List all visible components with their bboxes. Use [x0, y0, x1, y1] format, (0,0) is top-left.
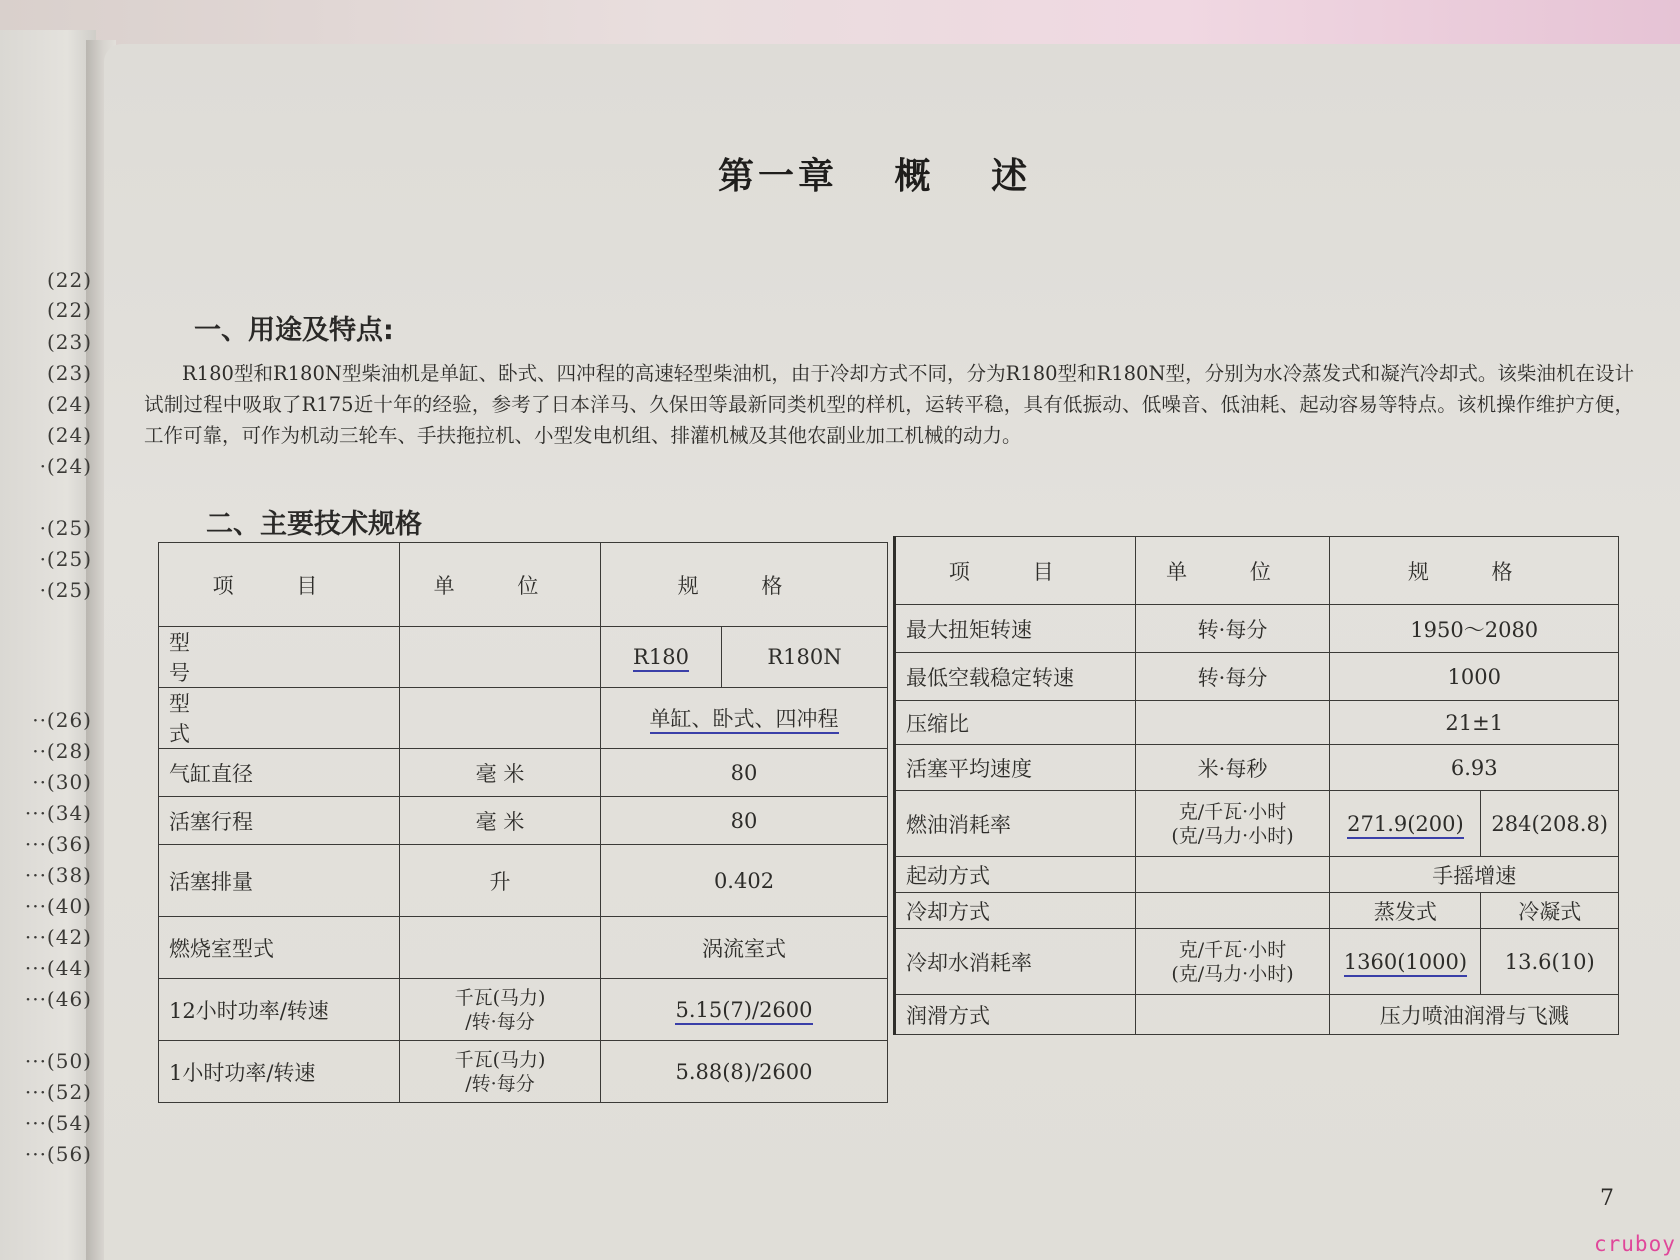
type-value: 单缸、卧式、四冲程 [601, 688, 888, 749]
row-label-starting: 起动方式 [895, 857, 1136, 893]
cooling-r180n: 冷凝式 [1481, 893, 1619, 929]
fuel-rate-r180: 271.9(200) [1330, 791, 1481, 857]
toc-entry: ···(38) [24, 863, 92, 887]
table-row [159, 979, 888, 1041]
toc-entry: ···(42) [24, 925, 92, 949]
toc-entry: ···(40) [24, 894, 92, 918]
toc-entry: ···(52) [24, 1080, 92, 1104]
table-row [159, 845, 888, 917]
bore-value: 80 [601, 749, 888, 797]
row-label-stroke: 活塞行程 [159, 797, 400, 845]
toc-entry: ··(26) [32, 708, 92, 732]
table-row [895, 537, 1619, 605]
row-label-cooling: 冷却方式 [895, 893, 1136, 929]
section-heading-specs: 二、主要技术规格 [206, 509, 422, 540]
water-rate-unit-line1: 克/千瓦·小时 [1178, 938, 1287, 961]
water-rate-r180: 1360(1000) [1330, 929, 1481, 995]
header-spec: 规 格 [601, 543, 888, 627]
usage-paragraph-text: R180型和R180N型柴油机是单缸、卧式、四冲程的高速轻型柴油机，由于冷却方式不同，分为R180型和R180N型，分别为水冷蒸发式和凝汽冷却式。该柴油机在设计试制过程中吸取了R175近十年的经验，参考了日本洋马、久保田等最新同类机型的样机，运转平稳，具有低振动、低噪音、低油耗、起动容易等特点。该机操作维护方便，工作可靠，可作为机动三轮车、手扶拖拉机、小型发电机组、排灌机械及其他农副业加工机械的动力。 [144, 362, 1634, 447]
row-label-type: 型 式 [159, 688, 400, 749]
table-row [895, 605, 1619, 653]
table-row [895, 929, 1619, 995]
row-unit-model [400, 627, 601, 688]
table-row [895, 653, 1619, 701]
toc-entry: (24) [46, 423, 92, 447]
toc-entry: (23) [46, 361, 92, 385]
table-row [895, 791, 1619, 857]
fuel-rate-unit-line2: (克/马力·小时) [1171, 824, 1294, 847]
model-r180n: R180N [722, 627, 888, 688]
row-label-fuel-rate: 燃油消耗率 [895, 791, 1136, 857]
min-idle-speed-unit: 转·每分 [1135, 653, 1330, 701]
spec-table-left [158, 542, 888, 1103]
cooling-unit [1135, 893, 1330, 929]
stroke-unit: 毫 米 [400, 797, 601, 845]
row-label-piston-speed: 活塞平均速度 [895, 745, 1136, 791]
lubrication-value: 压力喷油润滑与飞溅 [1330, 995, 1619, 1035]
row-label-lubrication: 润滑方式 [895, 995, 1136, 1035]
toc-entry: ···(44) [24, 956, 92, 980]
toc-entry: ···(56) [24, 1142, 92, 1166]
table-row [895, 857, 1619, 893]
fuel-rate-unit [1135, 791, 1330, 857]
toc-entry: ·(25) [39, 578, 92, 602]
row-label-model: 型 号 [159, 627, 400, 688]
displacement-unit: 升 [400, 845, 601, 917]
compression-unit [1135, 701, 1330, 745]
toc-entry: ·(25) [39, 516, 92, 540]
table-row [895, 701, 1619, 745]
piston-speed-value: 6.93 [1330, 745, 1619, 791]
power1-unit-line1: 千瓦(马力) [454, 1048, 546, 1071]
table-row [159, 917, 888, 979]
usage-paragraph [144, 358, 1634, 451]
fuel-rate-r180n: 284(208.8) [1481, 791, 1619, 857]
piston-speed-unit: 米·每秒 [1135, 745, 1330, 791]
row-label-bore: 气缸直径 [159, 749, 400, 797]
row-label-water-rate: 冷却水消耗率 [895, 929, 1136, 995]
lubrication-unit [1135, 995, 1330, 1035]
power12-value: 5.15(7)/2600 [601, 979, 888, 1041]
water-rate-r180n: 13.6(10) [1481, 929, 1619, 995]
toc-entry: ··(28) [32, 739, 92, 763]
toc-entry: (22) [46, 268, 92, 292]
section-heading-usage: 一、用途及特点: [194, 315, 394, 346]
power1-unit-line2: /转·每分 [465, 1072, 535, 1095]
toc-entry: (22) [46, 298, 92, 322]
table-row [159, 797, 888, 845]
table-row [159, 627, 888, 688]
watermark: cruboy [1594, 1232, 1676, 1256]
header-item: 项 目 [895, 537, 1136, 605]
spec-table-right [893, 536, 1619, 1035]
toc-entry: ···(34) [24, 801, 92, 825]
power1-value: 5.88(8)/2600 [601, 1041, 888, 1103]
page-number: 7 [1600, 1186, 1614, 1211]
max-torque-speed-value: 1950～2080 [1330, 605, 1619, 653]
row-label-combustion: 燃烧室型式 [159, 917, 400, 979]
toc-entry: ·(24) [39, 454, 92, 478]
combustion-value: 涡流室式 [601, 917, 888, 979]
row-label-power1: 1小时功率/转速 [159, 1041, 400, 1103]
combustion-unit [400, 917, 601, 979]
row-label-compression: 压缩比 [895, 701, 1136, 745]
header-unit: 单 位 [1135, 537, 1330, 605]
starting-unit [1135, 857, 1330, 893]
toc-entry: ···(46) [24, 987, 92, 1011]
toc-entry: ··(30) [32, 770, 92, 794]
table-row [159, 749, 888, 797]
toc-entry: ·(25) [39, 547, 92, 571]
table-row [895, 745, 1619, 791]
stroke-value: 80 [601, 797, 888, 845]
power1-unit [400, 1041, 601, 1103]
chapter-title: 第一章 概 述 [718, 155, 1032, 197]
table-row [159, 1041, 888, 1103]
toc-entry: ···(54) [24, 1111, 92, 1135]
row-label-displacement: 活塞排量 [159, 845, 400, 917]
starting-value: 手摇增速 [1330, 857, 1619, 893]
header-unit: 单 位 [400, 543, 601, 627]
power12-unit-line1: 千瓦(马力) [454, 986, 546, 1009]
toc-entry: ···(36) [24, 832, 92, 856]
left-page [0, 30, 96, 1260]
table-row [895, 893, 1619, 929]
row-unit-type [400, 688, 601, 749]
model-r180: R180 [601, 627, 722, 688]
max-torque-speed-unit: 转·每分 [1135, 605, 1330, 653]
table-row [159, 688, 888, 749]
row-label-max-torque-speed: 最大扭矩转速 [895, 605, 1136, 653]
displacement-value: 0.402 [601, 845, 888, 917]
toc-entry: ···(50) [24, 1049, 92, 1073]
table-row [159, 543, 888, 627]
water-rate-unit [1135, 929, 1330, 995]
row-label-min-idle-speed: 最低空载稳定转速 [895, 653, 1136, 701]
header-spec: 规 格 [1330, 537, 1619, 605]
cooling-r180: 蒸发式 [1330, 893, 1481, 929]
min-idle-speed-value: 1000 [1330, 653, 1619, 701]
compression-value: 21±1 [1330, 701, 1619, 745]
fuel-rate-unit-line1: 克/千瓦·小时 [1178, 800, 1287, 823]
power12-unit-line2: /转·每分 [465, 1010, 535, 1033]
toc-entry: (23) [46, 330, 92, 354]
header-item: 项 目 [159, 543, 400, 627]
toc-entry: (24) [46, 392, 92, 416]
bore-unit: 毫 米 [400, 749, 601, 797]
row-label-power12: 12小时功率/转速 [159, 979, 400, 1041]
power12-unit [400, 979, 601, 1041]
water-rate-unit-line2: (克/马力·小时) [1171, 962, 1294, 985]
table-row [895, 995, 1619, 1035]
